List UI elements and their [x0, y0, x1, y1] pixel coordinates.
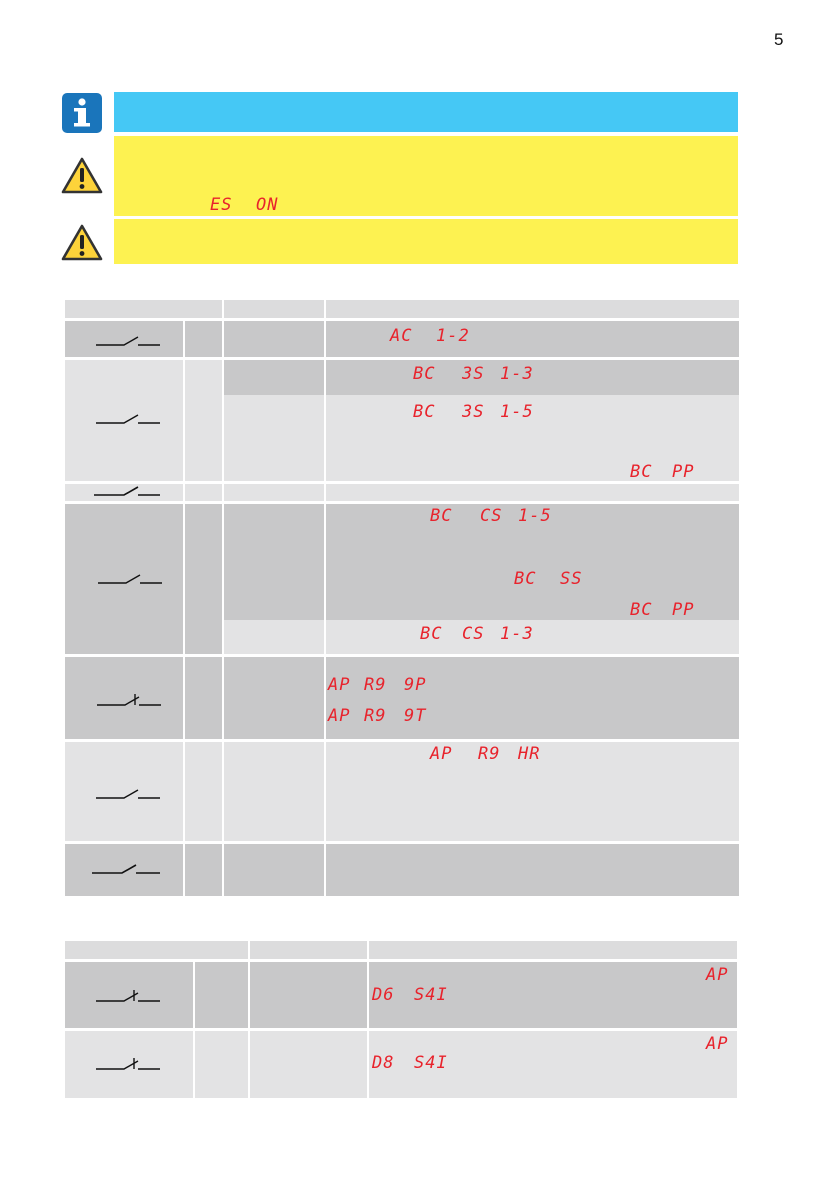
- display-code: 9T: [404, 706, 427, 726]
- display-code: BC: [413, 364, 436, 384]
- display-code: 3S: [462, 402, 485, 422]
- no-contact-switch-icon: [92, 484, 164, 498]
- display-code: PP: [672, 462, 695, 482]
- display-code: 1-3: [500, 624, 534, 644]
- display-code: R9: [478, 744, 501, 764]
- table-header-cell: [326, 300, 739, 318]
- display-code: BC: [630, 600, 653, 620]
- display-code: AP: [328, 706, 351, 726]
- info-icon: [62, 93, 102, 133]
- warning-note-2: [114, 219, 738, 264]
- pulse-switch-icon: [94, 1056, 164, 1072]
- table-row: [65, 742, 739, 841]
- display-code: SS: [560, 569, 583, 589]
- display-code: R9: [364, 706, 387, 726]
- table-row: [65, 844, 739, 896]
- table-row: [65, 962, 737, 1028]
- display-code: HR: [518, 744, 541, 764]
- table-header-cell: [250, 941, 367, 959]
- info-note: [114, 92, 738, 132]
- display-code: CS: [480, 506, 503, 526]
- no-contact-switch-icon: [94, 334, 164, 348]
- display-code: AC: [390, 326, 413, 346]
- display-code: D6: [372, 985, 395, 1005]
- display-code: 1-3: [500, 364, 534, 384]
- display-code: BC: [413, 402, 436, 422]
- display-code: BC: [430, 506, 453, 526]
- display-code: S4I: [414, 1053, 448, 1073]
- table-header-cell: [369, 941, 737, 959]
- no-contact-switch-icon: [96, 572, 166, 586]
- table-header-cell: [65, 941, 248, 959]
- table-row: [65, 484, 739, 501]
- table-row: [65, 657, 739, 739]
- display-code: S4I: [414, 985, 448, 1005]
- display-code: 1-5: [518, 506, 552, 526]
- pulse-switch-icon: [94, 988, 164, 1004]
- display-code: ON: [256, 195, 279, 215]
- no-contact-switch-icon: [90, 862, 164, 876]
- table-row: [65, 1031, 737, 1098]
- no-contact-switch-icon: [94, 412, 164, 426]
- display-code: 1-5: [500, 402, 534, 422]
- table-header-cell: [224, 300, 324, 318]
- pulse-switch-icon: [95, 692, 165, 708]
- warning-triangle-icon: [61, 157, 103, 195]
- display-code: BC: [630, 462, 653, 482]
- display-code: ES: [210, 195, 233, 215]
- display-code: AP: [706, 965, 729, 985]
- display-code: AP: [706, 1034, 729, 1054]
- display-code: 3S: [462, 364, 485, 384]
- display-code: BC: [514, 569, 537, 589]
- display-code: D8: [372, 1053, 395, 1073]
- table-header-cell: [65, 300, 222, 318]
- warning-note-1: [114, 136, 738, 216]
- warning-triangle-icon: [61, 224, 103, 262]
- no-contact-switch-icon: [94, 787, 164, 801]
- display-code: AP: [328, 675, 351, 695]
- display-code: PP: [672, 600, 695, 620]
- page-number: 5: [774, 30, 784, 49]
- display-code: 1-2: [436, 326, 470, 346]
- display-code: AP: [430, 744, 453, 764]
- display-code: CS: [462, 624, 485, 644]
- display-code: BC: [420, 624, 443, 644]
- display-code: R9: [364, 675, 387, 695]
- display-code: 9P: [404, 675, 427, 695]
